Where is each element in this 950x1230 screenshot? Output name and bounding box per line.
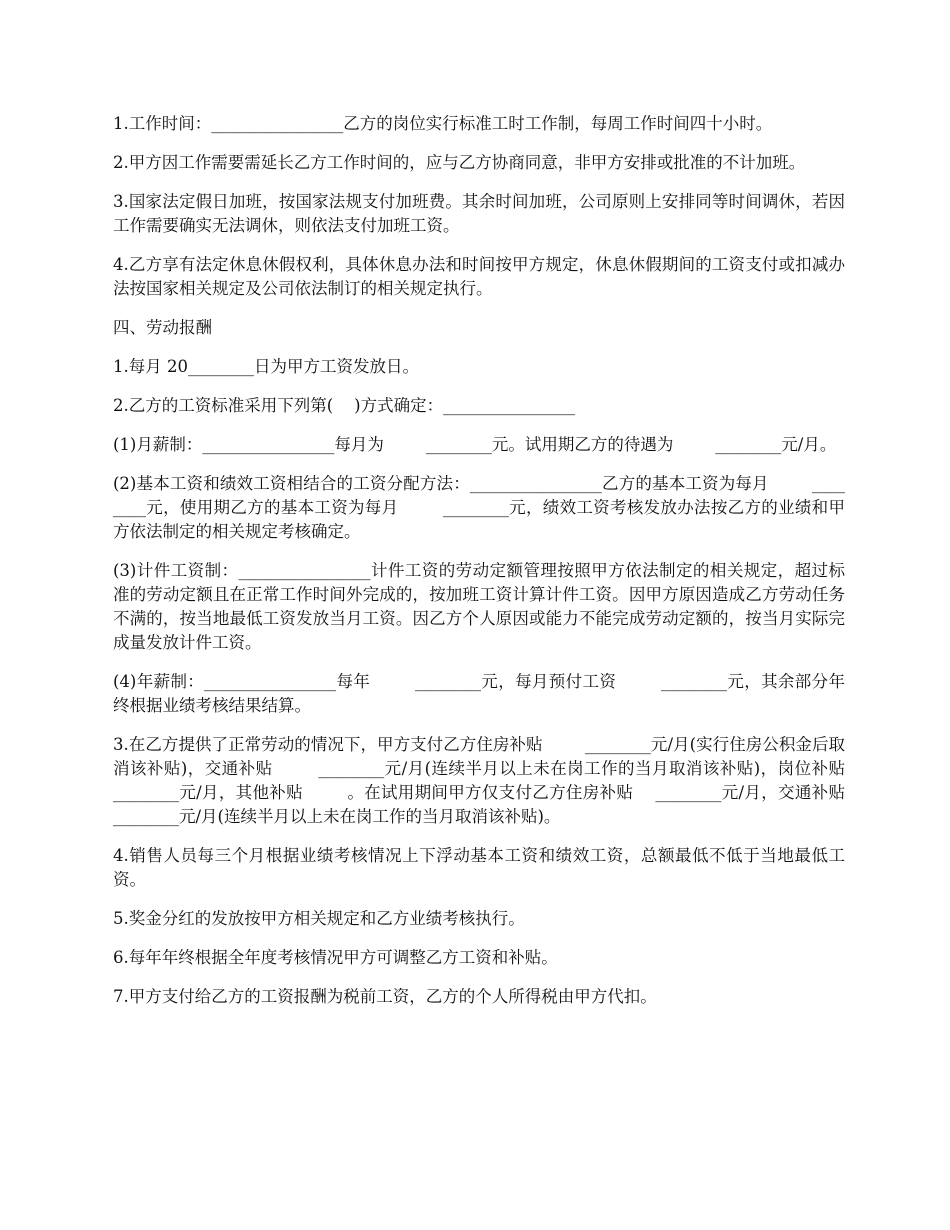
clause-annual-review: 6.每年年终根据全年度考核情况甲方可调整乙方工资和补贴。 [113, 948, 558, 967]
clause-sales-adjustment: 4.销售人员每三个月根据业绩考核情况上下浮动基本工资和绩效工资，总额最低不低于当地最低工资。 [113, 846, 845, 889]
clause-allowances: 3.在乙方提供了正常劳动的情况下，甲方支付乙方住房补贴 ________元/月(实行住房公积金后取消该补贴)，交通补贴 ________元/月(连续半月以上未在岗工作的当月取消该补贴)，岗位补贴 ________元/月，其他补贴 。在试用期间甲方仅支付乙方住房补贴 ________元/月，交通补贴 ________元/月(连续半月以上未在岗工作的当月取消该补贴)。 [113, 735, 887, 826]
clause-payday: 1.每月 20________日为甲方工资发放日。 [113, 357, 419, 376]
clause-base-performance-pay: (2)基本工资和绩效工资相结合的工资分配方法：________________乙方的基本工资为每月 ________元，使用期乙方的基本工资为每月 ________元，绩效工资考核发放办法按乙方的业绩和甲方依法制定的相关规定考核确定。 [113, 474, 845, 541]
clause-tax: 7.甲方支付给乙方的工资报酬为税前工资，乙方的个人所得税由甲方代扣。 [113, 987, 657, 1006]
clause-holiday-overtime: 3.国家法定假日加班，按国家法规支付加班费。其余时间加班，公司原则上安排同等时间调休，若因工作需要确实无法调休，则依法支付加班工资。 [113, 192, 845, 235]
clause-bonus: 5.奖金分红的发放按甲方相关规定和乙方业绩考核执行。 [113, 909, 525, 928]
document-page [113, 112, 887, 1024]
clause-wage-method: 2.乙方的工资标准采用下列第( )方式确定：________________ [113, 396, 576, 415]
clause-rest-leave: 4.乙方享有法定休息休假权利，具体休息办法和时间按甲方规定，休息休假期间的工资支付或扣减办法按国家相关规定及公司依法制订的相关规定执行。 [113, 255, 845, 298]
clause-overtime-consent: 2.甲方因工作需要需延长乙方工作时间的，应与乙方协商同意，非甲方安排或批准的不计加班。 [113, 153, 806, 172]
section-heading-compensation: 四、劳动报酬 [113, 318, 212, 337]
clause-work-hours: 1.工作时间：________________乙方的岗位实行标准工时工作制，每周工作时间四十小时。 [113, 114, 773, 133]
clause-monthly-salary: (1)月薪制：________________每月为 ________元。试用期乙方的待遇为 ________元/月。 [113, 435, 837, 454]
clause-piece-rate: (3)计件工资制：________________计件工资的劳动定额管理按照甲方依法制定的相关规定，超过标准的劳动定额且在正常工作时间外完成的，按加班工资计算计件工资。因甲方原因造成乙方劳动任务不满的，按当地最低工资发放当月工资。因乙方个人原因或能力不能完成劳动定额的，按当月实际完成量发放计件工资。 [113, 561, 845, 652]
clause-annual-salary: (4)年薪制：________________每年 ________元，每月预付工资 ________元，其余部分年终根据业绩考核结果结算。 [113, 672, 845, 715]
